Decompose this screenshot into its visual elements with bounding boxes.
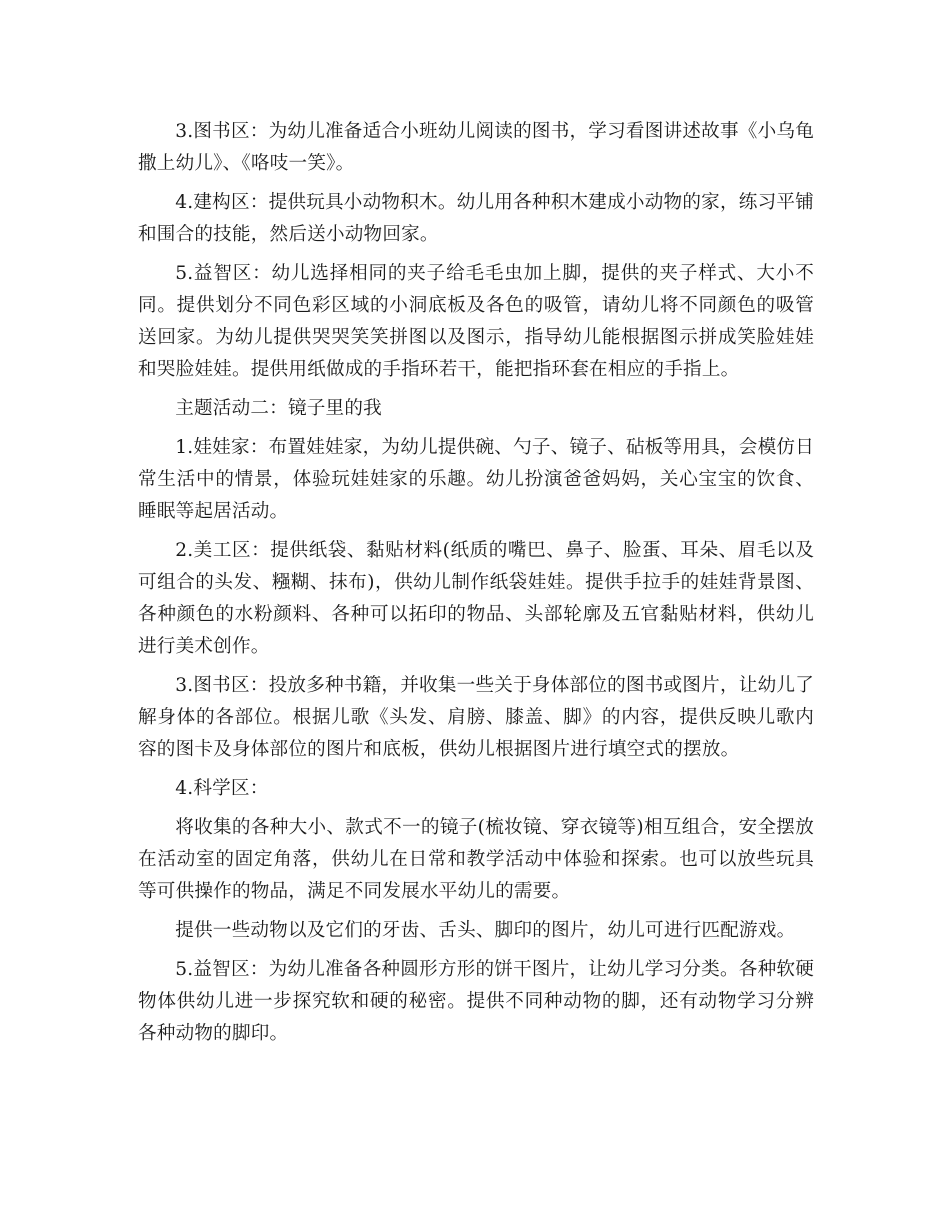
paragraph-science-animals: 提供一些动物以及它们的牙齿、舌头、脚印的图片，幼儿可进行匹配游戏。 (175, 920, 796, 941)
paragraph-science-mirrors: 将收集的各种大小、款式不一的镜子(梳妆镜、穿衣镜等)相互组合，安全摆放在活动室的固定角落，供幼儿在日常和教学活动中体验和探索。也可以放些玩具等可供操作的物品，满足不同发展水平幼儿的需要。 (138, 817, 814, 902)
paragraph-library-area: 3.图书区：为幼儿准备适合小班幼儿阅读的图书，学习看图讲述故事《小乌龟撒上幼儿》、《咯吱一笑》。 (138, 121, 814, 174)
paragraph-science-area-heading: 4.科学区： (175, 778, 269, 799)
paragraph-puzzle-area-two: 5.益智区：为幼儿准备各种圆形方形的饼干图片，让幼儿学习分类。各种软硬物体供幼儿进一步探究软和硬的秘密。提供不同种动物的脚，还有动物学习分辨各种动物的脚印。 (138, 959, 814, 1044)
paragraph-construction-area: 4.建构区：提供玩具小动物积木。幼儿用各种积木建成小动物的家，练习平铺和围合的技能，然后送小动物回家。 (138, 192, 814, 245)
document-body (138, 116, 814, 1057)
paragraph-art-area: 2.美工区：提供纸袋、黏贴材料(纸质的嘴巴、鼻子、脸蛋、耳朵、眉毛以及可组合的头发、糨糊、抹布)，供幼儿制作纸袋娃娃。提供手拉手的娃娃背景图、各种颜色的水粉颜料、各种可以拓印的物品、头部轮廓及五官黏贴材料，供幼儿进行美术创作。 (138, 540, 814, 657)
paragraph-library-area-two: 3.图书区：投放多种书籍，并收集一些关于身体部位的图书或图片，让幼儿了解身体的各部位。根据儿歌《头发、肩膀、膝盖、脚》的内容，提供反映儿歌内容的图卡及身体部位的图片和底板，供幼儿根据图片进行填空式的摆放。 (138, 675, 814, 760)
paragraph-puzzle-area: 5.益智区：幼儿选择相同的夹子给毛毛虫加上脚，提供的夹子样式、大小不同。提供划分不同色彩区域的小洞底板及各色的吸管，请幼儿将不同颜色的吸管送回家。为幼儿提供哭哭笑笑拼图以及图示，指导幼儿能根据图示拼成笑脸娃娃和哭脸娃娃。提供用纸做成的手指环若干，能把指环套在相应的手指上。 (138, 263, 814, 380)
section-heading-theme-two: 主题活动二：镜子里的我 (175, 398, 382, 419)
paragraph-doll-house: 1.娃娃家：布置娃娃家，为幼儿提供碗、勺子、镜子、砧板等用具，会模仿日常生活中的情景，体验玩娃娃家的乐趣。幼儿扮演爸爸妈妈，关心宝宝的饮食、睡眠等起居活动。 (138, 437, 814, 522)
